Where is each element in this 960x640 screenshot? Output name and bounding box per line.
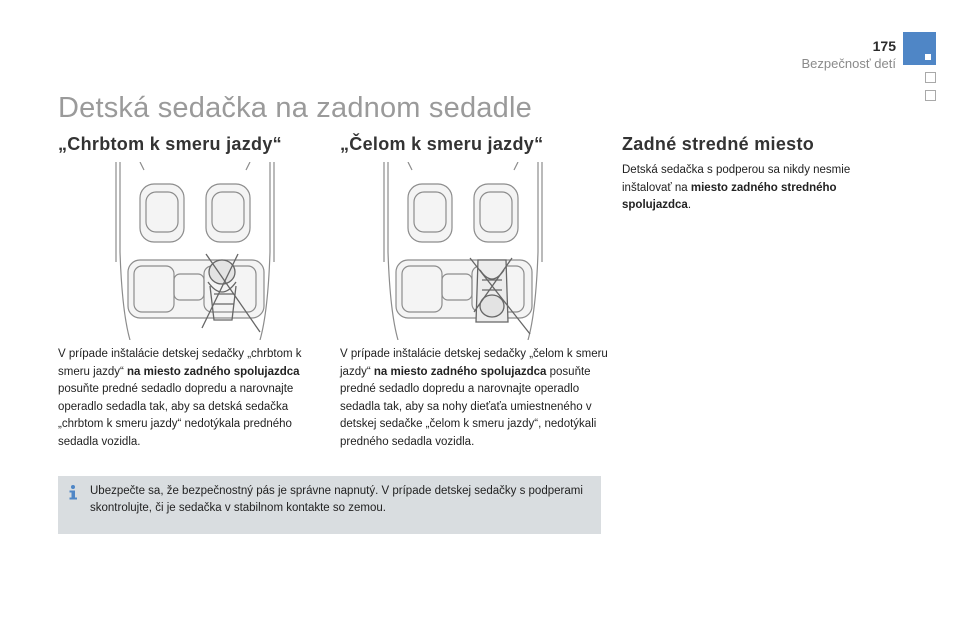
rear-center-text-1: Detská sedačka s podperou sa nikdy nesmie inštalovať na xyxy=(622,164,851,194)
rear-facing-seat-illustration xyxy=(110,162,280,340)
info-note-text: Ubezpečte sa, že bezpečnostný pás je správne napnutý. V prípade detskej sedačky s podperami skontrolujte, či je sedačka v stabilnom kontakte so zemou. xyxy=(90,485,583,514)
chapter-tab-active xyxy=(903,32,936,65)
forward-facing-text-2: posuňte predné sedadlo dopredu a narovnajte operadlo sedadla tak, aby sa nohy dieťaťa umiestneného v detskej sedačke „čelom k smeru jazdy“, nedotýkali predného sedadla vozidla. xyxy=(340,365,597,448)
car-seats-diagram-rear-facing xyxy=(110,162,280,340)
heading-rear-center: Zadné stredné miesto xyxy=(622,134,815,154)
page-title: Detská sedačka na zadnom sedadle xyxy=(58,92,532,124)
rear-facing-text-2: posuňte predné sedadlo dopredu a narovnajte operadlo sedadla tak, aby sa detská sedačka „chrbtom k smeru jazdy“ nedotýkala predného sedadla vozidla. xyxy=(58,383,294,448)
forward-facing-seat-illustration xyxy=(378,162,548,340)
forward-facing-text-bold: na miesto zadného spolujazdca xyxy=(373,365,547,378)
rear-facing-text-1: V prípade inštalácie detskej sedačky „chrbtom k smeru jazdy“ xyxy=(58,348,302,378)
heading-forward-facing: „Čelom k smeru jazdy“ xyxy=(340,134,544,154)
section-label: Bezpečnosť detí xyxy=(801,56,896,71)
rear-center-text-2: . xyxy=(687,199,692,211)
page-number: 175 xyxy=(872,38,896,54)
chapter-tab xyxy=(925,90,936,101)
info-icon xyxy=(66,484,80,500)
rear-facing-text-bold: na miesto zadného spolujazdca xyxy=(127,365,300,378)
rear-center-text-bold: miesto zadného stredného spolujazdca xyxy=(622,181,837,211)
car-seats-diagram-forward-facing xyxy=(378,162,548,340)
heading-rear-facing: „Chrbtom k smeru jazdy“ xyxy=(58,134,282,154)
rear-facing-instructions xyxy=(58,346,326,451)
info-note-box xyxy=(58,476,601,534)
rear-center-instructions xyxy=(622,162,884,215)
forward-facing-text-1: V prípade inštalácie detskej sedačky „čelom k smeru jazdy“ xyxy=(340,348,608,378)
chapter-tab xyxy=(925,72,936,83)
forward-facing-instructions xyxy=(340,346,610,451)
